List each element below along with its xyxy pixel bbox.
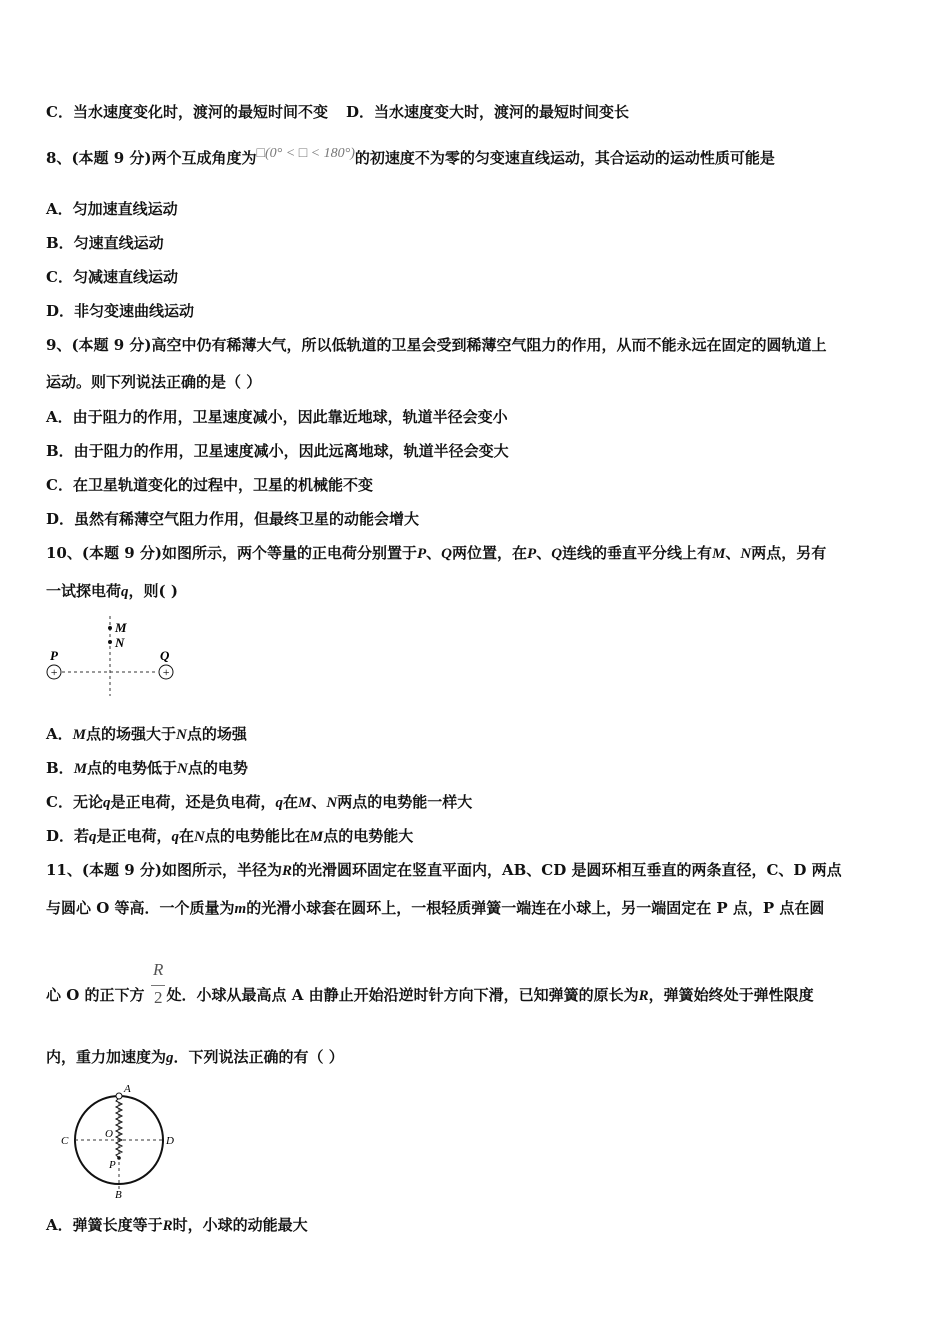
q8-option-d: D．非匀变速曲线运动 <box>46 302 195 320</box>
point-m-label: M <box>115 620 127 635</box>
q11-stem-line3 <box>46 985 814 1006</box>
q11-stem-text: 的光滑小球套在圆环上，一根轻质弹簧一端连在小球上，另一端固定在 P 点，P 点在圆 <box>246 899 825 917</box>
option-text: 点的电势低于 <box>87 759 178 777</box>
q9-option-c: C．在卫星轨道变化的过程中，卫星的机械能不变 <box>46 476 373 494</box>
q11-symbol-r: R <box>638 988 649 1004</box>
q11-symbol-g: g <box>166 1050 174 1066</box>
q7-option-d: D．当水速度变大时，渡河的最短时间变长 <box>345 103 629 121</box>
option-text: 在 <box>179 827 195 845</box>
q10-symbol-p: P <box>416 546 427 562</box>
option-text: 是正电荷， <box>96 827 172 845</box>
option-label: B． <box>46 759 74 777</box>
q10-symbol-n: N <box>326 795 338 811</box>
q10-symbol-m: M <box>297 795 312 811</box>
q10-symbol-m: M <box>309 829 324 845</box>
q10-score: (本题 9 分) <box>81 544 162 562</box>
q10-separator: 、 <box>311 793 327 811</box>
q11-stem-line2 <box>46 898 824 919</box>
charge-p-label: P <box>50 648 58 663</box>
q9-option-a: A．由于阻力的作用，卫星速度减小，因此靠近地球，轨道半径会变小 <box>46 408 508 426</box>
q8-option-a: A．匀加速直线运动 <box>46 200 178 218</box>
q9-stem <box>46 335 827 355</box>
q10-stem-text: 如图所示，两个等量的正电荷分别置于 <box>161 544 417 562</box>
q10-stem-text: ，则( ) <box>128 582 178 600</box>
q9-option-b: B．由于阻力的作用，卫星速度减小，因此远离地球，轨道半径会变大 <box>46 442 509 460</box>
q10-figure <box>40 612 190 702</box>
q10-option-b <box>46 758 248 779</box>
option-label: D．若 <box>46 827 90 845</box>
q10-separator: 、 <box>536 544 552 562</box>
q11-stem-text: ．下列说法正确的有（ ） <box>173 1048 344 1066</box>
q10-number: 10、 <box>46 544 82 562</box>
q11-symbol-r: R <box>162 1218 173 1234</box>
q11-stem-line4 <box>46 1047 344 1068</box>
q11-number: 11、 <box>46 861 82 879</box>
q10-symbol-n: N <box>740 546 752 562</box>
q10-stem-text: 一试探电荷 <box>46 582 122 600</box>
q10-symbol-q: Q <box>441 546 452 562</box>
q8-option-c: C．匀减速直线运动 <box>46 268 178 286</box>
q10-symbol-charge: q <box>89 829 97 845</box>
q10-stem <box>46 543 826 564</box>
q11-stem-text: 处．小球从最高点 A 由静止开始沿逆时针方向下滑，已知弹簧的原长为 <box>166 986 639 1004</box>
q9-stem-line2: 运动。则下列说法正确的是（ ） <box>46 373 262 391</box>
q8-option-b: B．匀速直线运动 <box>46 234 164 252</box>
q9-score: (本题 9 分) <box>71 336 152 354</box>
q10-stem-text: 两位置，在 <box>452 544 528 562</box>
point-n-dot <box>108 640 112 644</box>
option-text: 点的场强 <box>186 725 247 743</box>
q10-symbol-q: Q <box>551 546 563 562</box>
option-label: A．弹簧长度等于 <box>46 1216 163 1234</box>
q10-symbol-n: N <box>177 761 188 777</box>
q10-separator: 、 <box>426 544 442 562</box>
q10-symbol-n: N <box>176 727 187 743</box>
q10-stem-line2 <box>46 581 178 602</box>
q8-score: (本题 9 分) <box>71 149 152 167</box>
point-c-label: C <box>61 1135 69 1147</box>
q11-option-a <box>46 1215 308 1236</box>
option-text: 两点的电势能一样大 <box>337 793 473 811</box>
point-b-label: B <box>115 1189 122 1201</box>
q10-option-c <box>46 792 472 813</box>
q7-option-c: C．当水速度变化时，渡河的最短时间不变 <box>46 103 328 121</box>
option-text: 是正电荷，还是负电荷， <box>110 793 276 811</box>
point-a-label: A <box>124 1083 131 1095</box>
q10-option-d <box>46 826 413 847</box>
q10-symbol-n: N <box>194 829 205 845</box>
q8-number: 8、 <box>46 149 72 167</box>
q10-symbol-charge: q <box>171 829 180 845</box>
q8-stem-a: 两个互成角度为 <box>151 149 257 167</box>
point-d-label: D <box>166 1135 174 1147</box>
q11-stem-text: 的光滑圆环固定在竖直平面内，AB、CD 是圆环相互垂直的两条直径，C、D 两点 <box>291 861 842 879</box>
point-n-label: N <box>115 635 125 650</box>
q11-stem-line1 <box>46 860 842 881</box>
q10-symbol-charge: q <box>102 795 111 811</box>
q11-symbol-r: R <box>281 863 292 879</box>
q8-stem <box>46 148 775 168</box>
q11-figure <box>55 1080 185 1205</box>
q10-symbol-m: M <box>712 546 726 562</box>
q9-number: 9、 <box>46 336 72 354</box>
charge-q-label: Q <box>160 648 170 663</box>
charge-p-plus: + <box>49 665 59 679</box>
q11-symbol-mass: m <box>234 901 247 917</box>
q11-stem-text: 与圆心 O 等高．一个质量为 <box>46 899 235 917</box>
q10-symbol-m: M <box>72 727 86 743</box>
q10-option-a <box>46 724 247 745</box>
q11-stem-text: 心 O 的正下方 <box>46 986 145 1004</box>
q11-fraction-numerator: R <box>153 960 164 979</box>
q10-symbol-m: M <box>73 761 88 777</box>
q10-separator: 、 <box>725 544 741 562</box>
option-text: 点的电势能大 <box>323 827 414 845</box>
q11-score: (本题 9 分) <box>81 861 162 879</box>
q9-stem-line1: 高空中仍有稀薄大气，所以低轨道的卫星会受到稀薄空气阻力的作用，从而不能永远在固定的圆轨道上 <box>151 336 827 354</box>
q10-stem-text: 两点，另有 <box>751 544 827 562</box>
q11-stem-text: 如图所示，半径为 <box>161 861 282 879</box>
q8-angle-formula: □(0° < □ < 180°) <box>256 146 355 161</box>
option-text: 点的场强大于 <box>85 725 176 743</box>
point-o-label: O <box>105 1128 113 1140</box>
ball-circle <box>116 1093 122 1099</box>
q10-symbol-p: P <box>527 546 537 562</box>
option-text: 时，小球的动能最大 <box>172 1216 308 1234</box>
option-text: 点的电势能比在 <box>204 827 310 845</box>
option-label: C．无论 <box>46 793 103 811</box>
point-m-dot <box>108 626 112 630</box>
q11-stem-text: 内，重力加速度为 <box>46 1048 167 1066</box>
q11-stem-text: ，弹簧始终处于弹性限度 <box>648 986 814 1004</box>
q7-option-row <box>46 102 629 122</box>
q10-symbol-charge: q <box>275 795 283 811</box>
q9-option-d: D．虽然有稀薄空气阻力作用，但最终卫星的动能会增大 <box>46 510 420 528</box>
charge-q-plus: + <box>161 665 171 679</box>
option-text: 点的电势 <box>187 759 248 777</box>
q11-fraction-denominator: 2 <box>154 988 163 1007</box>
option-label: A． <box>46 725 73 743</box>
point-p-label: P <box>109 1159 116 1171</box>
option-text: 在 <box>282 793 298 811</box>
q10-stem-text: 连线的垂直平分线上有 <box>562 544 713 562</box>
point-p-dot <box>117 1156 121 1160</box>
q10-symbol-charge: q <box>121 584 129 600</box>
q8-stem-b: 的初速度不为零的匀变速直线运动，其合运动的运动性质可能是 <box>354 149 775 167</box>
